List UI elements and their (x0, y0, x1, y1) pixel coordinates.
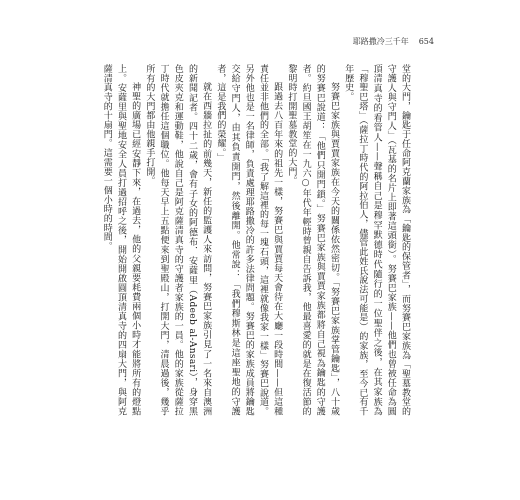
page-number: 654 (418, 37, 434, 46)
running-header (353, 36, 434, 47)
paragraph: 努賽巴家族與賈賈家族在今天的關係依然密切。「努賽巴家族掌管鑰匙」，八十歲的努賽巴說道：「他們只開門鎖。」努賽巴家族與賈賈家族都將自己視為鑰匙的守護者。約旦國王胡笙在一九六○年代年輕時曾親自告訴我，他最喜愛的就是在復活節的黎明時打開聖墓教堂的大門。 (286, 64, 339, 416)
book-title: 耶路撒冷三千年 (352, 37, 409, 46)
paragraph: 就在西牆拉扯的前幾天，新任的監護人來訪問，努賽巴家族引見了一名來自澳洲的新聞記者。四十二歲，會有子女的阿德布．安薩里（Adeeb al-Ansari），身穿黑色皮夾克和運動鞋，他說自己是阿克薩清真寺的守護者家族的一員。他的家族從薩拉丁時代就擔任這個職位。他每天早上五點便來到聖殿山，打開大門，清晨過後，幾乎所有的大門都由他親手打開。 (144, 64, 212, 416)
paragraph: 跟過去八百年來的祖先一樣，努賽巴與賈賈每天會待在大廳一段時間——但這種責任並非他們的全部。「我了解這裡的每一塊石頭，這裡就像我家一樣」努賽巴說道。另外他也是一名律師，負責處理耶路撒冷的許多法律問題。努賽巴的家族成員將鑰匙交給守門人，由其負責開門，然後離開。他常說：「我們穆斯林是這座聖地的守護者，這是我們的榮耀。」 (215, 64, 283, 416)
paragraph: 神聖的廣場已經安靜下來，在過去，他的父親要耗費兩個小時才能將所有的燈點上。安薩里與聖地安全人員打過招呼之後，開始開啟圓頂清真寺的四扇大門，與阿克薩清真寺的十扇門。這需要一個小時的時間。 (101, 64, 141, 416)
body-text (101, 64, 412, 416)
paragraph: 堂的大門，鑰匙于任命阿克蘭家族為「鑰匙的保管者」，而努賽巴家族為「聖墓教堂的守護人與守門人」（瓦基的名片上即著這頭銜）。努賽巴家族——他們也曾被任命為圓頂清真寺的看管人——聲稱自己是穆罕默德時代隨行的一位聖伴之後，在其家族為「穆聖巴塔」（薩拉丁時代的阿拉伯人，儘管此姓氏說法可能是）的家族，至今已有千年歷史。 (343, 64, 410, 416)
